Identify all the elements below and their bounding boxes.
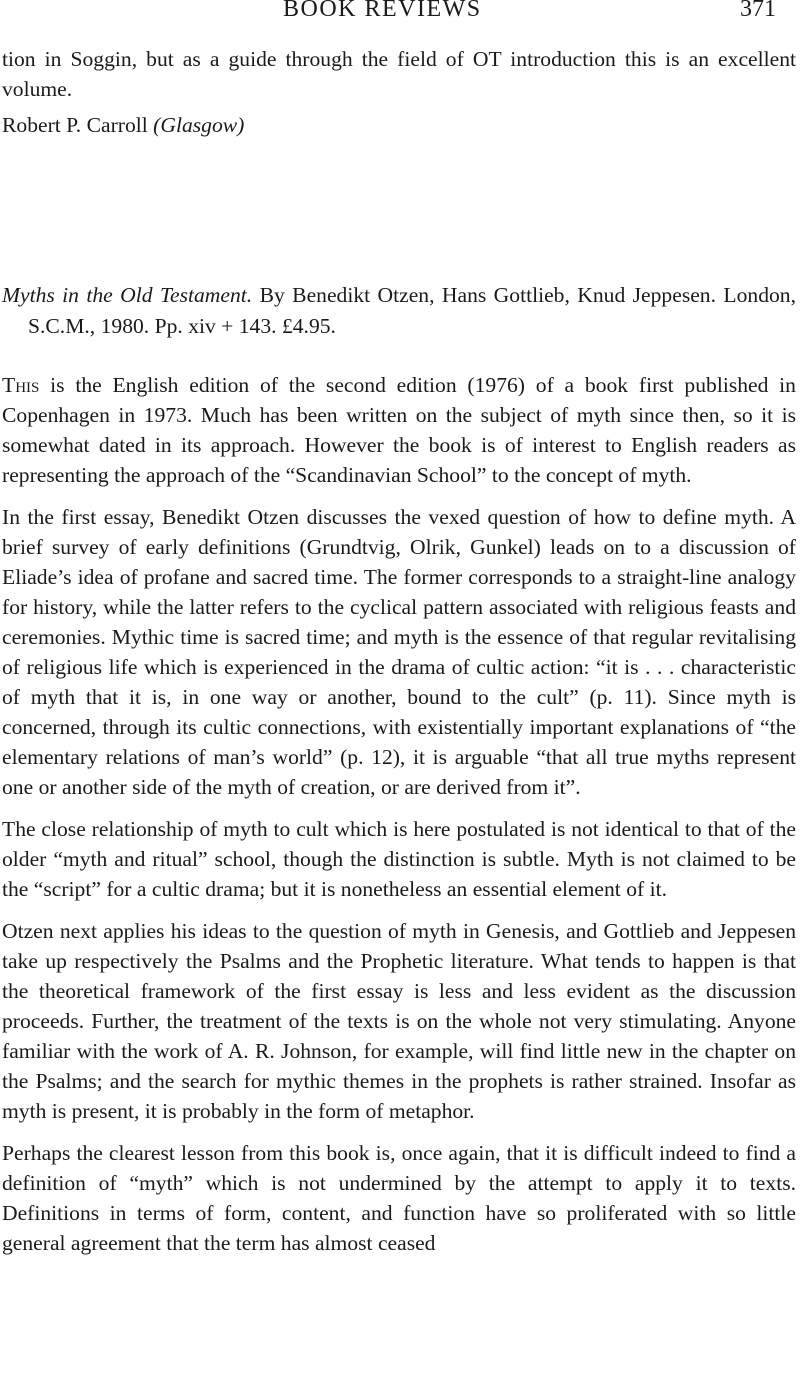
running-head bbox=[0, 0, 800, 24]
book-title: Myths in the Old Testament. bbox=[2, 283, 253, 307]
reviewer-affiliation: (Glasgow) bbox=[153, 113, 245, 137]
page-number: 371 bbox=[740, 0, 776, 22]
review-paragraph-2: In the first essay, Benedikt Otzen discusses the vexed question of how to define myth. A brief survey of early definitions (Grundtvig, Olrik, Gunkel) leads on to a discussion of Eliade’s idea of profane and sacred time. The former corresponds to a straight-line analogy for history, while the latter refers to the cyclical pattern associated with religious feasts and ceremonies. Mythic time is sacred time; and myth is the essence of that regular revitalising of religious life which is experienced in the drama of cultic action: “it is . . . characteristic of myth that it is, in one way or another, bound to the cult” (p. 11). Since myth is concerned, through its cultic connections, with existentially important explanations of “the elementary relations of man’s world” (p. 12), it is arguable “that all true myths represent one or another side of the myth of creation, or are derived from it”. bbox=[2, 505, 796, 799]
review-paragraph-4: Otzen next applies his ideas to the question of myth in Genesis, and Gottlieb and Jeppesen take up respectively the Psalms and the Prophetic literature. What tends to happen is that the theoretical framework of the first essay is less and less evident as the discussion proceeds. Further, the treatment of the texts is on the whole not very stimulating. Anyone familiar with the work of A. R. Johnson, for example, will find little new in the chapter on the Psalms; and the search for mythic themes in the prophets is rather strained. Insofar as myth is present, it is probably in the form of metaphor. bbox=[2, 919, 796, 1123]
review-paragraph-5: Perhaps the clearest lesson from this book is, once again, that it is difficult indeed to find a definition of “myth” which is not undermined by the attempt to apply it to texts. Definitions in terms of form, content, and function have so proliferated with so little general agreement that the term has almost ceased bbox=[2, 1141, 796, 1255]
review-paragraph-3: The close relationship of myth to cult which is here postulated is not identical to that of the older “myth and ritual” school, though the distinction is subtle. Myth is not claimed to be the “script” for a cultic drama; but it is nonetheless an essential element of it. bbox=[2, 817, 796, 901]
book-details: By Benedikt Otzen, Hans Gottlieb, Knud Jeppesen. London, S.C.M., 1980. Pp. xiv + 143. £4.95. bbox=[28, 283, 796, 338]
text-column bbox=[2, 44, 796, 1258]
previous-review-ending: tion in Soggin, but as a guide through the field of OT introduction this is an excellent volume. bbox=[2, 47, 796, 101]
review-paragraph-1-text: is the English edition of the second edition (1976) of a book first published in Copenhagen in 1973. Much has been written on the subject of myth since then, so it is somewhat dated in its approach. However the book is of interest to English readers as representing the approach of the “Scandinavian School” to the concept of myth. bbox=[2, 373, 796, 487]
reviewer-name: Robert P. Carroll bbox=[2, 113, 148, 137]
review-paragraph-1 bbox=[2, 370, 796, 490]
reviewer-signature bbox=[2, 110, 796, 140]
running-title: BOOK REVIEWS bbox=[283, 0, 482, 22]
book-citation bbox=[2, 280, 796, 342]
opening-word: This bbox=[2, 373, 40, 397]
